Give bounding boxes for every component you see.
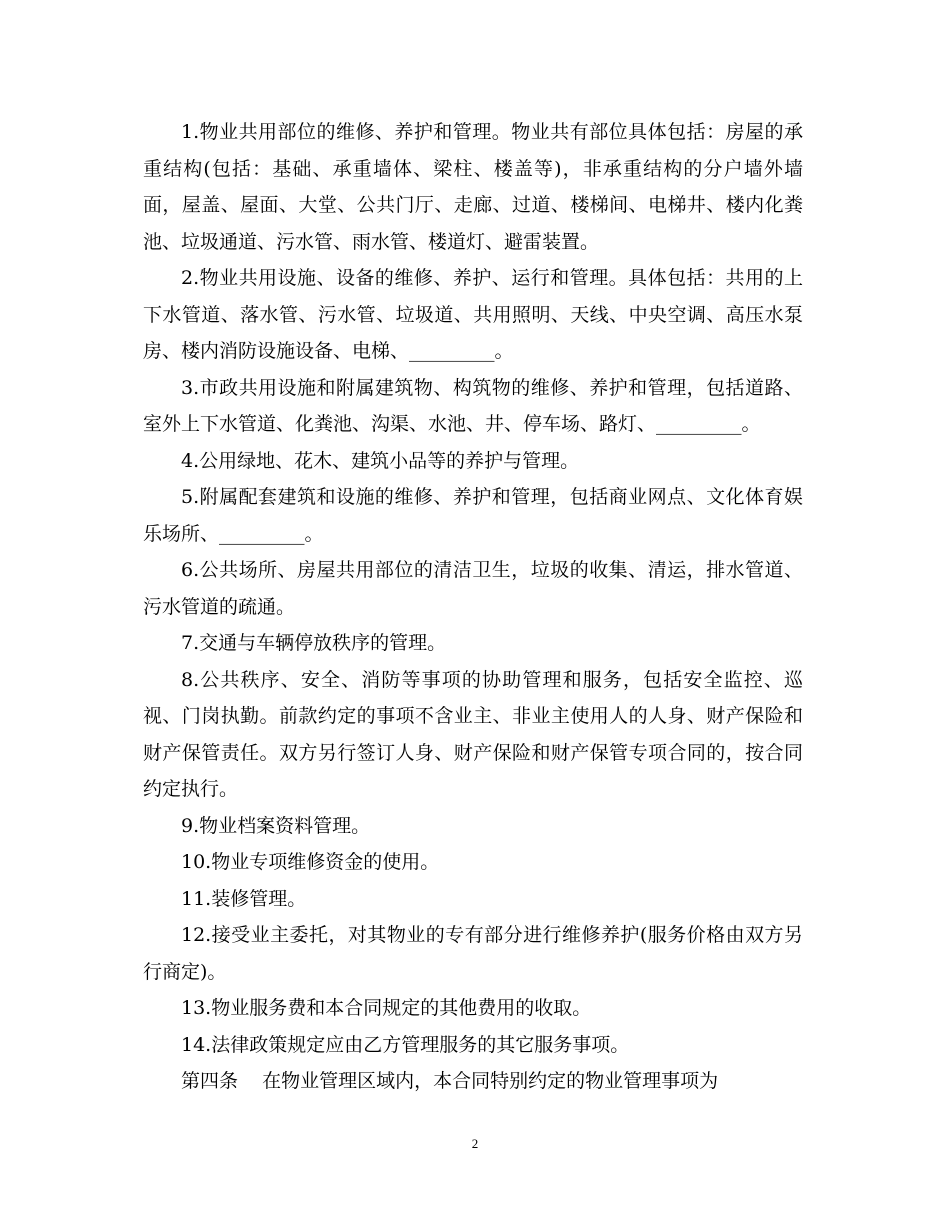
list-item: 12.接受业主委托，对其物业的专有部分进行维修养护(服务价格由双方另行商定)。 bbox=[143, 924, 803, 983]
page-number: 2 bbox=[471, 1136, 479, 1151]
list-item: 9.物业档案资料管理。 bbox=[181, 814, 371, 837]
list-item: 3.市政共用设施和附属建筑物、构筑物的维修、养护和管理，包括道路、室外上下水管道、化粪池、沟渠、水池、井、停车场、路灯、_________。 bbox=[143, 376, 803, 435]
article-heading: 第四条 在物业管理区域内，本合同特别约定的物业管理事项为 bbox=[181, 1070, 719, 1092]
list-item: 4.公用绿地、花木、建筑小品等的养护与管理。 bbox=[181, 449, 580, 472]
document-body bbox=[143, 114, 803, 1100]
list-item: 14.法律政策规定应由乙方管理服务的其它服务事项。 bbox=[181, 1033, 630, 1056]
list-item: 6.公共场所、房屋共用部位的清洁卫生，垃圾的收集、清运，排水管道、污水管道的疏通。 bbox=[143, 559, 803, 618]
list-item: 8.公共秩序、安全、消防等事项的协助管理和服务，包括安全监控、巡视、门岗执勤。前款约定的事项不含业主、非业主使用人的人身、财产保险和财产保管责任。双方另行签订人身、财产保险和财产保管专项合同的，按合同约定执行。 bbox=[143, 668, 803, 800]
list-item: 1.物业共用部位的维修、养护和管理。物业共有部位具体包括：房屋的承重结构(包括：基础、承重墙体、梁柱、楼盖等)，非承重结构的分户墙外墙面，屋盖、屋面、大堂、公共门厅、走廊、过道、楼梯间、电梯井、楼内化粪池、垃圾通道、污水管、雨水管、楼道灯、避雷装置。 bbox=[143, 121, 803, 253]
list-item: 11.装修管理。 bbox=[181, 887, 307, 910]
list-item: 2.物业共用设施、设备的维修、养护、运行和管理。具体包括：共用的上下水管道、落水管、污水管、垃圾道、共用照明、天线、中央空调、高压水泵房、楼内消防设施设备、电梯、_________。 bbox=[143, 267, 803, 362]
list-item: 7.交通与车辆停放秩序的管理。 bbox=[181, 632, 447, 654]
list-item: 10.物业专项维修资金的使用。 bbox=[181, 851, 440, 873]
list-item: 5.附属配套建筑和设施的维修、养护和管理，包括商业网点、文化体育娱乐场所、_________。 bbox=[143, 486, 803, 545]
list-item: 13.物业服务费和本合同规定的其他费用的收取。 bbox=[181, 997, 592, 1019]
